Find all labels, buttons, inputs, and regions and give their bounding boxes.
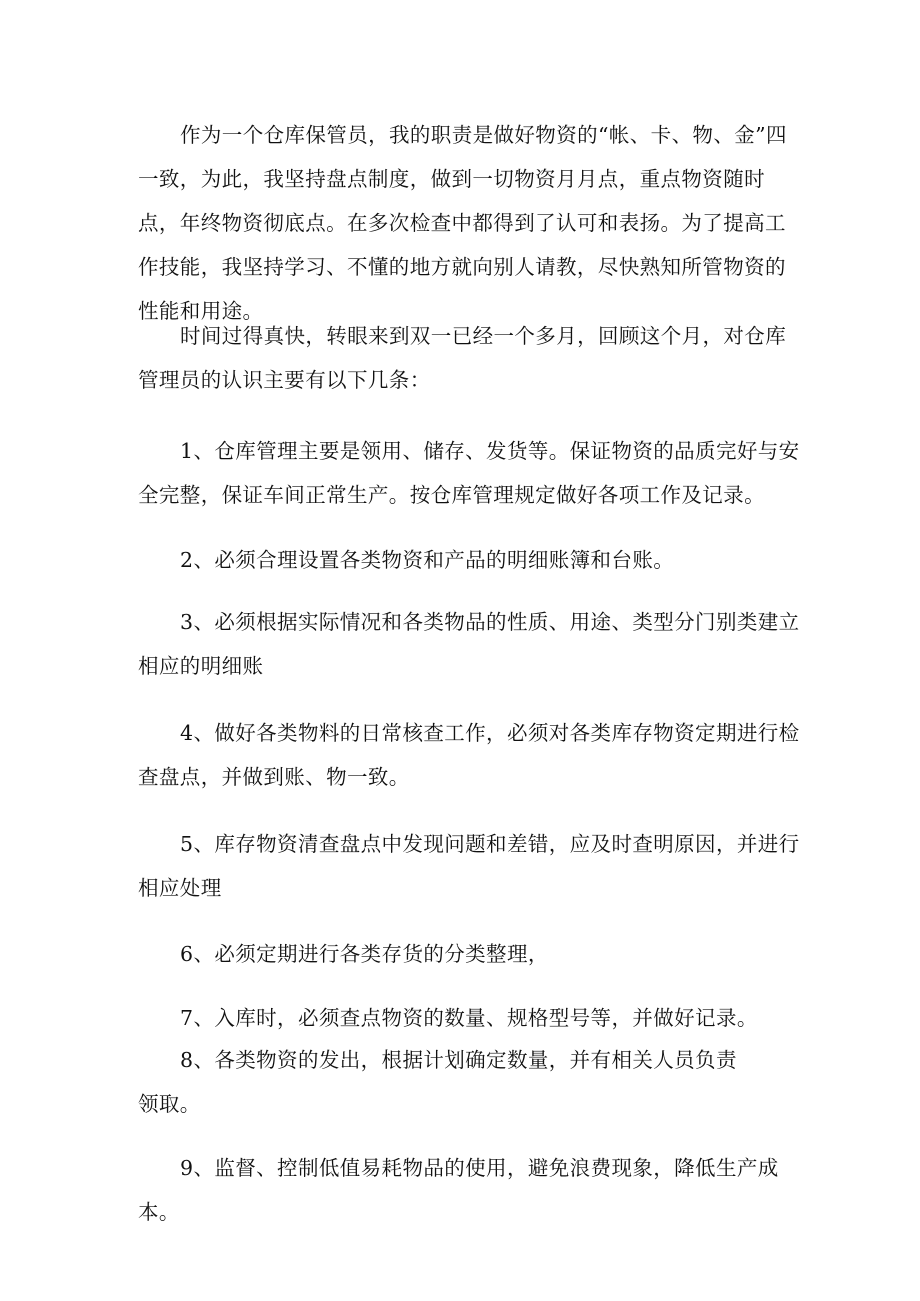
list-item-6: 6、必须定期进行各类存货的分类整理， <box>180 942 549 966</box>
list-item-8: 8、各类物资的发出，根据计划确定数量，并有相关人员负责领取。 <box>138 1048 737 1116</box>
list-item-1: 1、仓库管理主要是领用、储存、发货等。保证物资的品质完好与安全完整，保证车间正常生产。按仓库管理规定做好各项工作及记录。 <box>138 439 800 507</box>
list-item-5: 5、库存物资清查盘点中发现问题和差错，应及时查明原因，并进行相应处理 <box>138 832 800 900</box>
list-item-9: 9、监督、控制低值易耗物品的使用，避免浪费现象，降低生产成本。 <box>138 1156 779 1224</box>
list-item-3: 3、必须根据实际情况和各类物品的性质、用途、类型分门别类建立相应的明细账 <box>138 610 800 678</box>
paragraph-summary: 时间过得真快，转眼来到双一已经一个多月，回顾这个月，对仓库管理员的认识主要有以下几条： <box>138 324 787 392</box>
paragraph-intro: 作为一个仓库保管员，我的职责是做好物资的“帐、卡、物、金”四一致，为此，我坚持盘点制度，做到一切物资月月点，重点物资随时点，年终物资彻底点。在多次检查中都得到了认可和表扬。为了提高工作技能，我坚持学习、不懂的地方就向别人请教，尽快熟知所管物资的性能和用途。 <box>138 123 787 323</box>
list-item-7: 7、入库时，必须查点物资的数量、规格型号等，并做好记录。 <box>180 1006 758 1030</box>
list-item-4: 4、做好各类物料的日常核查工作，必须对各类库存物资定期进行检查盘点，并做到账、物一致。 <box>138 721 800 789</box>
list-item-2: 2、必须合理设置各类物资和产品的明细账簿和台账。 <box>180 548 675 572</box>
